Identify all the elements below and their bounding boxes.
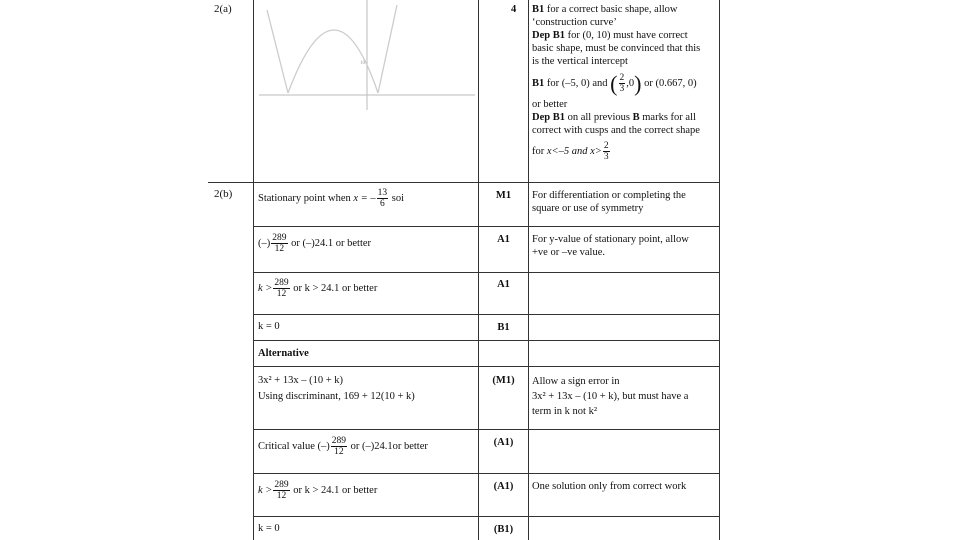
intercept-label: 10 xyxy=(360,61,365,66)
curve-right-branch xyxy=(378,5,397,93)
answer-k-zero-alt: k = 0 xyxy=(258,523,280,534)
answer-k-range-alt: k > $\frac{289}{12}$ or k > 24.1 or better xyxy=(258,480,378,501)
modulus-graph-sketch xyxy=(257,0,475,180)
guidance-row-0: For differentiation or completing the square or use of symmetry xyxy=(532,190,686,214)
guidance-row-5: Allow a sign error in 3x² + 13x – (10 + k), but must have a term in k not k² xyxy=(532,376,689,417)
guidance-row-1: For y-value of stationary point, allow +ve or –ve value. xyxy=(532,234,689,258)
answer-critical-value: Critical value (–) $\frac{289}{12}$ or (–)24.1or better xyxy=(258,436,428,457)
answer-k-zero: k = 0 xyxy=(258,321,280,332)
mark-m1: M1 xyxy=(495,190,512,201)
part-b-label: 2(b) xyxy=(214,188,233,200)
curve-left-branch xyxy=(267,10,288,93)
mark-b1: B1 xyxy=(497,322,510,333)
mark-a1-alt: (A1) xyxy=(493,437,514,448)
mark-a1-second: A1 xyxy=(497,279,510,290)
guidance-row-7: One solution only from correct work xyxy=(532,481,687,492)
answer-k-range: k > $\frac{289}{12}$ or k > 24.1 or better xyxy=(258,278,378,299)
mark-a1: A1 xyxy=(497,234,510,245)
mark-b1-alt: (B1) xyxy=(493,524,514,535)
alternative-heading: Alternative xyxy=(258,348,309,359)
mark-scheme-table xyxy=(208,0,720,540)
part-a-marks: 4 xyxy=(511,4,517,15)
part-a-label: 2(a) xyxy=(214,3,232,15)
answer-discriminant: 3x² + 13x – (10 + k) Using discriminant, 169 + 12(10 + k) xyxy=(258,375,415,402)
mark-a1-alt-second: (A1) xyxy=(493,481,514,492)
answer-stationary-point: Stationary point when x = – $\frac{13}{6}$ soi xyxy=(258,188,405,209)
mark-m1-alt: (M1) xyxy=(492,375,515,386)
answer-stationary-value: (–) $\frac{289}{12}$ or (–)24.1 or better xyxy=(258,233,372,254)
part-a-guidance: B1 for a correct basic shape, allow ‘construction curve’ Dep B1 for (0, 10) must have correct basic shape, must be convinced that this is the vertical intercept B1 for (–5, 0) and ( $\frac{2}{3}$ ,0) or (0.667, 0) or better Dep B1 on all previous B marks for all correct with cusps and the correct shape for x<–5 and x> $\frac{2}{3}$ xyxy=(532,4,701,162)
fraction-two-thirds: $\frac{2}{3}$ xyxy=(619,73,625,94)
